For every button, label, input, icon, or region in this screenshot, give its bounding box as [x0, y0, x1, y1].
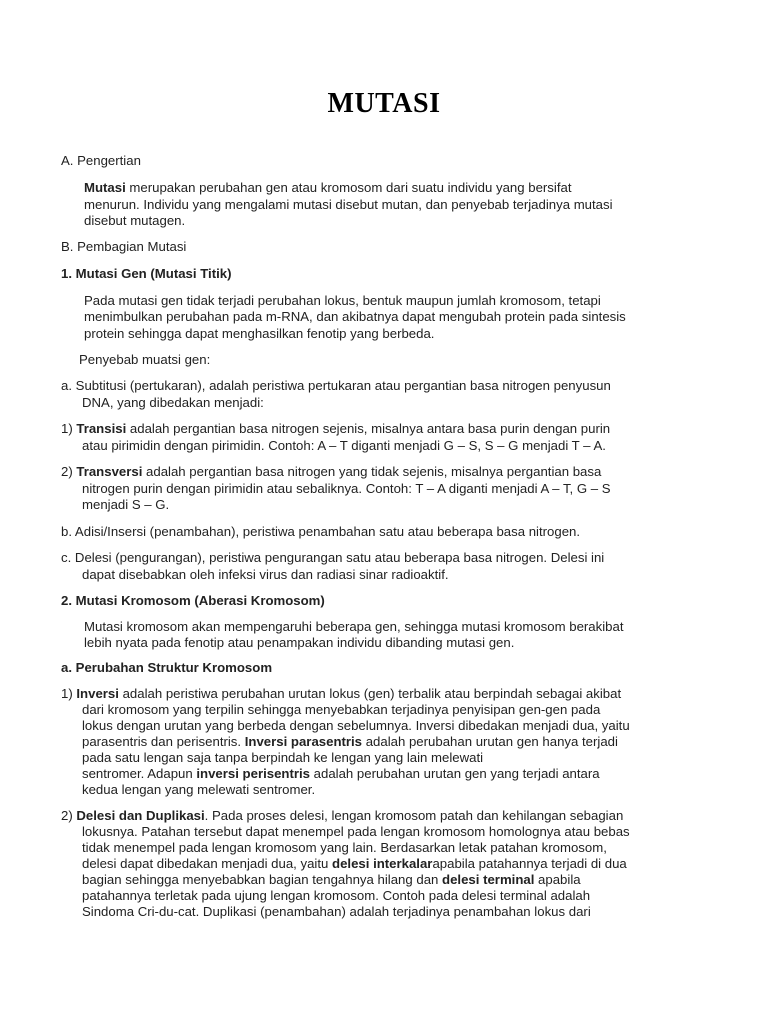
inversi-line-4 — [82, 734, 618, 750]
page-title: MUTASI — [327, 88, 441, 119]
term-inversi-parasentris: Inversi parasentris — [244, 734, 363, 749]
term-inversi-perisentris: inversi perisentris — [196, 766, 310, 781]
chromosome-mutation-line-1: Mutasi kromosom akan mempengaruhi beberapa gen, sehingga mutasi kromosom berakibat — [84, 619, 624, 634]
gene-mutation-line-2: menimbulkan perubahan pada m-RNA, dan akibatnya dapat mengubah protein pada sintesis — [84, 309, 626, 324]
delesi-line-1 — [61, 808, 623, 824]
cause-heading: Penyebab muatsi gen: — [79, 352, 211, 367]
item-c-line-2: dapat disebabkan oleh infeksi virus dan radiasi sinar radioaktif. — [82, 567, 449, 582]
term-transisi: Transisi — [76, 421, 127, 436]
transversi-line-3: menjadi S – G. — [82, 497, 170, 512]
definition-line-1 — [84, 180, 571, 196]
inversi-line-7: kedua lengan yang melewati sentromer. — [82, 782, 316, 797]
inversi-line-6-pre: sentromer. Adapun — [82, 766, 197, 781]
delesi-text: . Pada proses delesi, lengan kromosom patah dan kehilangan sebagian — [204, 808, 624, 823]
delesi-line-4-pre: delesi dapat dibedakan menjadi dua, yaitu — [82, 856, 333, 871]
inversi-line-2: dari kromosom yang terpilin sehingga menyebabkan terjadinya penyisipan gen-gen pada — [82, 702, 601, 717]
item-b-line: b. Adisi/Insersi (penambahan), peristiwa penambahan satu atau beberapa basa nitrogen. — [61, 524, 581, 539]
chromosome-mutation-line-2: lebih nyata pada fenotip atau penampakan individu dibanding mutasi gen. — [84, 635, 515, 650]
term-transversi: Transversi — [76, 464, 143, 479]
item-number: 2) — [61, 464, 77, 479]
inversi-text: adalah peristiwa perubahan urutan lokus (gen) terbalik atau berpindah sebagai akibat — [118, 686, 622, 701]
inversi-line-4-rest: adalah perubahan urutan gen hanya terjadi — [362, 734, 618, 749]
item-a-line-1: a. Subtitusi (pertukaran), adalah peristiwa pertukaran atau pergantian basa nitrogen penyusun — [61, 378, 611, 393]
transversi-line-1 — [61, 464, 601, 480]
gene-mutation-line-3: protein sehingga dapat menghasilkan fenotip yang berbeda. — [84, 326, 435, 341]
item-number: 1) — [61, 686, 77, 701]
section-a-heading: A. Pengertian — [61, 153, 141, 168]
delesi-line-4 — [82, 856, 627, 872]
delesi-line-5-pre: bagian sehingga menyebabkan bagian tengahnya hilang dan — [82, 872, 443, 887]
delesi-line-7: Sindoma Cri-du-cat. Duplikasi (penambahan) adalah terjadinya penambahan lokus dari — [82, 904, 591, 919]
item-c-line-1: c. Delesi (pengurangan), peristiwa pengurangan satu atau beberapa basa nitrogen. Delesi ini — [61, 550, 605, 565]
gene-mutation-line-1: Pada mutasi gen tidak terjadi perubahan lokus, bentuk maupun jumlah kromosom, tetapi — [84, 293, 601, 308]
section-b-heading: B. Pembagian Mutasi — [61, 239, 187, 254]
delesi-line-6: patahannya terletak pada ujung lengan kromosom. Contoh pada delesi terminal adalah — [82, 888, 591, 903]
delesi-line-4-rest: apabila patahannya terjadi di dua — [432, 856, 627, 871]
term-delesi-terminal: delesi terminal — [442, 872, 535, 887]
term-inversi: Inversi — [76, 686, 119, 701]
transisi-line-2: atau pirimidin dengan pirimidin. Contoh: A – T diganti menjadi G – S, S – G menjadi T – A. — [82, 438, 606, 453]
delesi-line-2: lokusnya. Patahan tersebut dapat menempel pada lengan kromosom homolognya atau bebas — [82, 824, 630, 839]
term-mutasi: Mutasi — [84, 180, 126, 195]
inversi-line-3: lokus dengan urutan yang berbeda dengan sebelumnya. Inversi dibedakan menjadi dua, yaitu — [82, 718, 630, 733]
definition-line-2: menurun. Individu yang mengalami mutasi disebut mutan, dan penyebab terjadinya mutasi — [84, 197, 613, 212]
item-number: 2) — [61, 808, 77, 823]
term-delesi-duplikasi: Delesi dan Duplikasi — [76, 808, 205, 823]
inversi-line-4-pre: parasentris dan perisentris. — [82, 734, 245, 749]
transversi-text: adalah pergantian basa nitrogen yang tidak sejenis, misalnya pergantian basa — [142, 464, 602, 479]
delesi-line-5 — [82, 872, 581, 888]
transversi-line-2: nitrogen purin dengan pirimidin atau sebaliknya. Contoh: T – A diganti menjadi A – T, G – S — [82, 481, 611, 496]
transisi-line-1 — [61, 421, 610, 437]
delesi-line-3: tidak menempel pada lengan kromosom yang lain. Berdasarkan letak patahan kromosom, — [82, 840, 607, 855]
definition-line-3: disebut mutagen. — [84, 213, 186, 228]
section-2-heading: 2. Mutasi Kromosom (Aberasi Kromosom) — [61, 593, 325, 608]
item-number: 1) — [61, 421, 77, 436]
item-a-line-2: DNA, yang dibedakan menjadi: — [82, 395, 264, 410]
inversi-line-5: pada satu lengan saja tanpa berpindah ke lengan yang lain melewati — [82, 750, 484, 765]
inversi-line-6 — [82, 766, 600, 782]
section-a2-heading: a. Perubahan Struktur Kromosom — [61, 660, 273, 675]
delesi-line-5-rest: apabila — [534, 872, 581, 887]
definition-line-1-text: merupakan perubahan gen atau kromosom dari suatu individu yang bersifat — [125, 180, 572, 195]
term-delesi-interkalar: delesi interkalar — [332, 856, 433, 871]
transisi-text: adalah pergantian basa nitrogen sejenis, misalnya antara basa purin dengan purin — [126, 421, 611, 436]
inversi-line-6-rest: adalah perubahan urutan gen yang terjadi antara — [310, 766, 600, 781]
section-1-heading: 1. Mutasi Gen (Mutasi Titik) — [61, 266, 232, 281]
inversi-line-1 — [61, 686, 621, 702]
